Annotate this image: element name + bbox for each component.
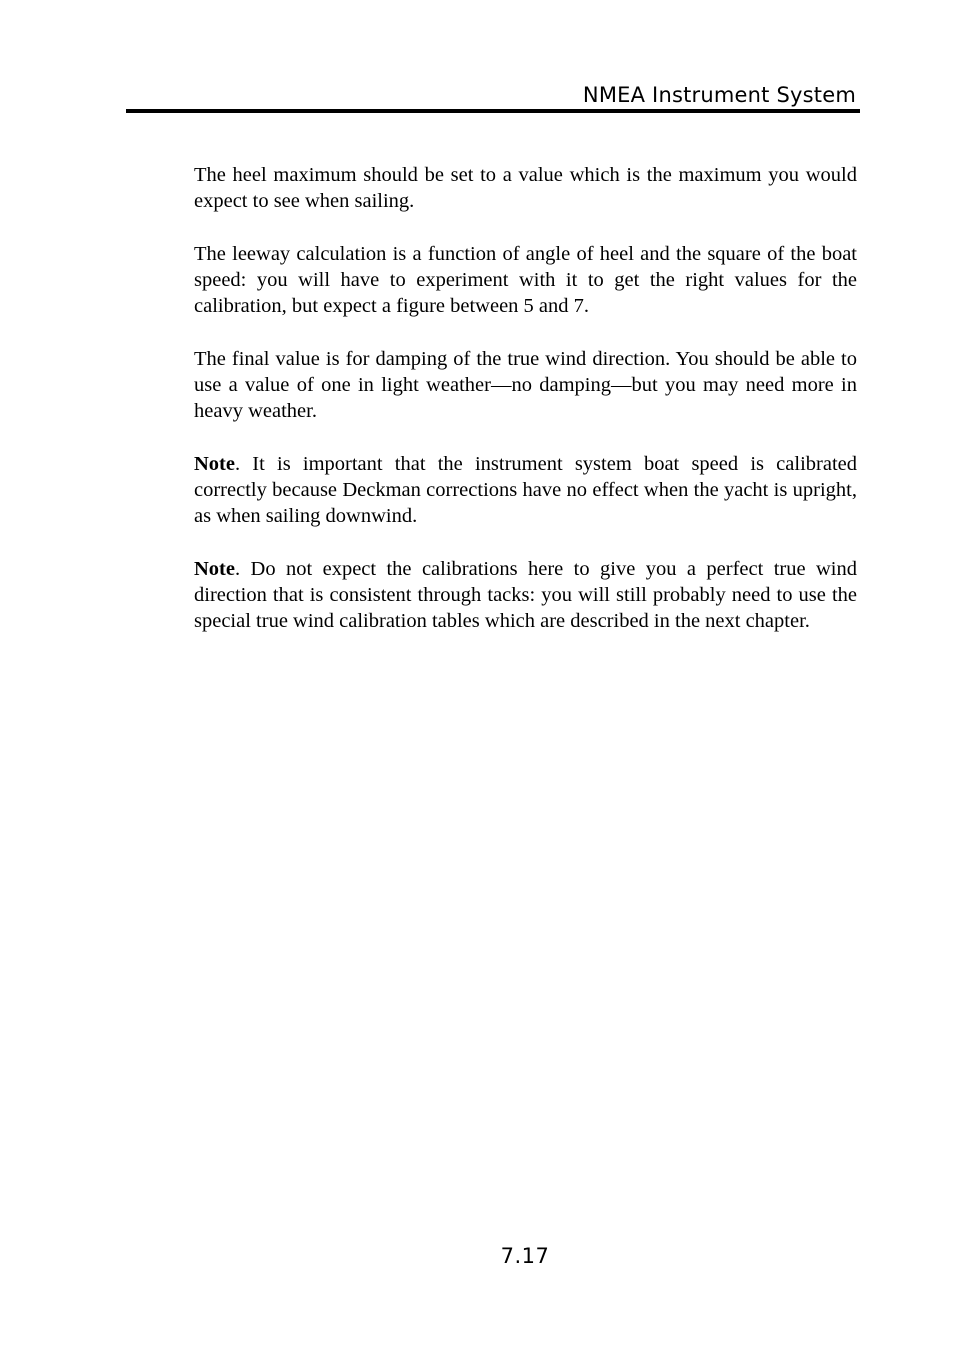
note-text: . Do not expect the calibrations here to give you a perfect true wind direction that is consistent through tacks: you will still probably need to use the special true wind calibration tables which are described in the next chapter. xyxy=(194,557,857,633)
note-calibration-tables xyxy=(194,556,857,635)
page-body xyxy=(194,162,857,661)
note-boat-speed xyxy=(194,451,857,530)
paragraph-leeway-calculation: The leeway calculation is a function of angle of heel and the square of the boat speed: you will have to experiment with it to get the right values for the calibration, but expect a figure between 5 and 7. xyxy=(194,242,857,318)
note-label: Note xyxy=(194,452,235,475)
paragraph-damping: The final value is for damping of the true wind direction. You should be able to use a value of one in light weather—no damping—but you may need more in heavy weather. xyxy=(194,347,857,423)
note-label: Note xyxy=(194,557,235,580)
header-rule xyxy=(126,109,860,113)
paragraph-heel-maximum: The heel maximum should be set to a value which is the maximum you would expect to see when sailing. xyxy=(194,164,857,213)
note-text: . It is important that the instrument system boat speed is calibrated correctly because Deckman corrections have no effect when the yacht is upright, as when sailing downwind. xyxy=(194,452,857,528)
running-header-title: NMEA Instrument System xyxy=(582,83,856,107)
page-number: 7.17 xyxy=(500,1244,550,1268)
